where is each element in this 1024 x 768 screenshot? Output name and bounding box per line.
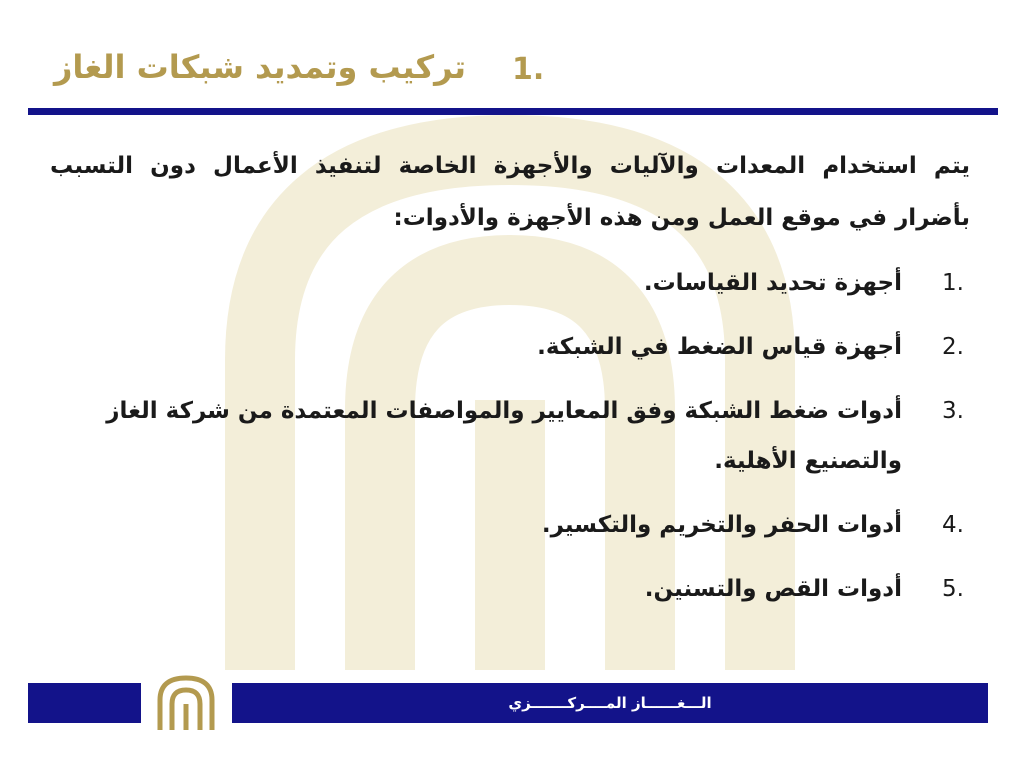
list-item-text: أجهزة قياس الضغط في الشبكة. [537,334,902,360]
list-item-text: أدوات الحفر والتخريم والتكسير. [541,512,902,538]
list-item-text: أدوات ضغط الشبكة وفق المعايير والمواصفات المعتمدة من شركة الغاز والتصنيع الأهلية. [106,398,902,474]
list-item-number: 5. [942,576,964,602]
title-divider [28,108,998,115]
list-item-number: 1. [942,270,964,296]
footer-bar-left [28,683,141,723]
list-item-text: أدوات القص والتسنين. [644,576,902,602]
intro-paragraph: يتم استخدام المعدات والآليات والأجهزة الخاصة لتنفيذ الأعمال دون التسبب بأضرار في موقع العمل ومن هذه الأجهزة والأدوات: [50,153,970,231]
list-item-number: 2. [942,334,964,360]
list-item [50,322,970,372]
page-title: تركيب وتمديد شبكات الغاز [53,48,466,86]
list-item [50,564,970,614]
list-item-number: 3. [942,398,964,424]
list-item [50,258,970,308]
title-row [30,38,550,98]
footer-logo-icon [150,672,222,732]
list-item [50,386,970,486]
title-number: 1. [512,52,545,87]
list-item-text: أجهزة تحديد القياسات. [643,270,902,296]
list-item-number: 4. [942,512,964,538]
footer-company-name: الـــغــــــاز المــــركـــــــزي [508,694,712,712]
slide-content [50,140,970,614]
list-item [50,500,970,550]
tools-list [50,258,970,614]
footer-bar-right [232,683,988,723]
